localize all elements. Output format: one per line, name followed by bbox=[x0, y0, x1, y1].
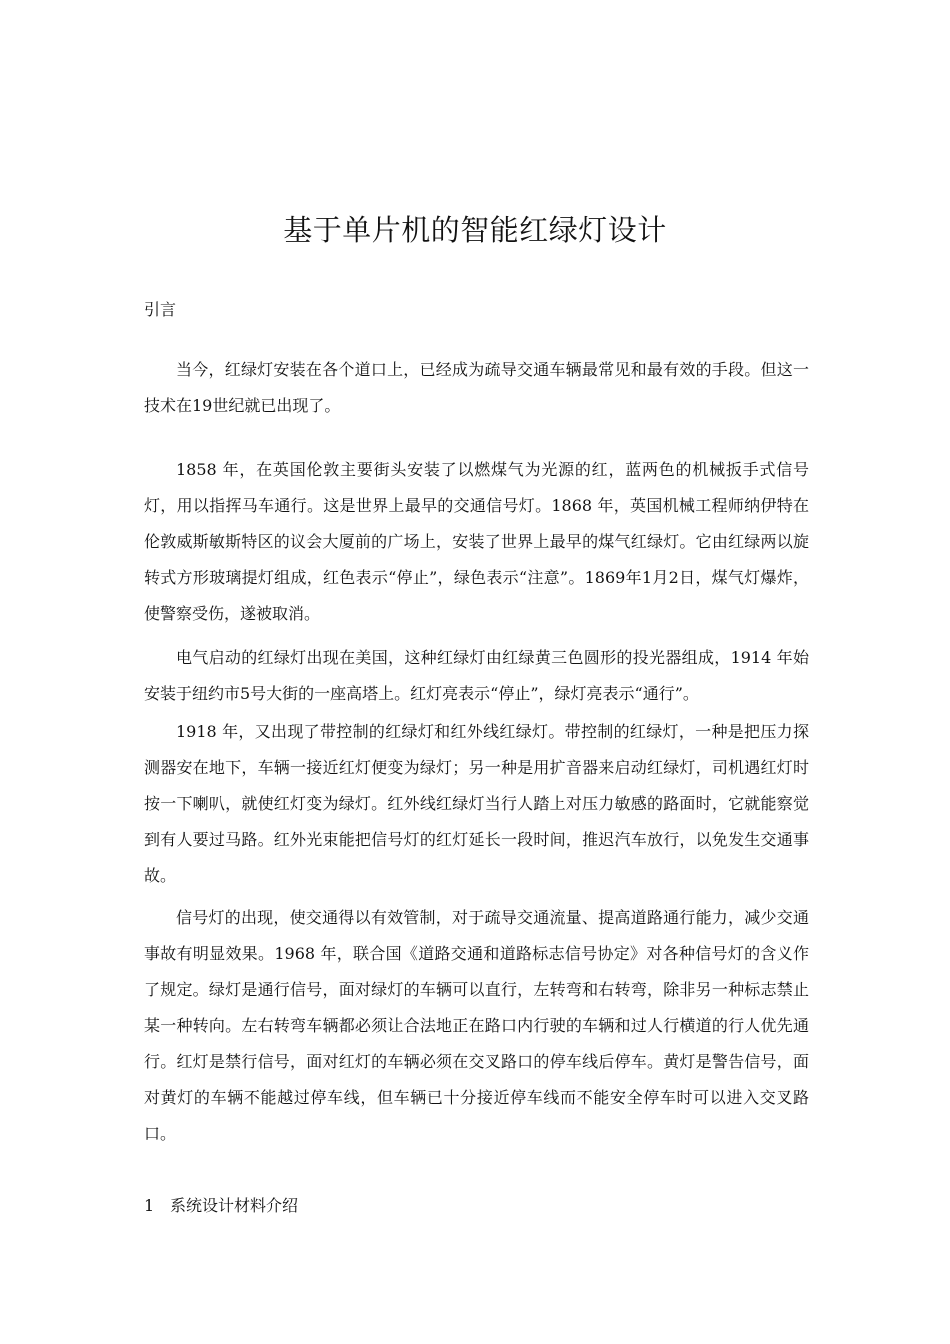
paragraph-5: 信号灯的出现，使交通得以有效管制，对于疏导交通流量、提高道路通行能力，减少交通事故有明显效果。1968 年，联合国《道路交通和道路标志信号协定》对各种信号灯的含义作了规定。绿灯是通行信号，面对绿灯的车辆可以直行，左转弯和右转弯，除非另一种标志禁止某一种转向。左右转弯车辆都必须让合法地正在路口内行驶的车辆和过人行横道的行人优先通行。红灯是禁行信号，面对红灯的车辆必须在交叉路口的停车线后停车。黄灯是警告信号，面对黄灯的车辆不能越过停车线，但车辆已十分接近停车线而不能安全停车时可以进入交叉路口。 bbox=[144, 908, 809, 1143]
section-number: 1 bbox=[144, 1196, 155, 1215]
section-title: 系统设计材料介绍 bbox=[170, 1196, 299, 1215]
paragraph-2: 1858 年，在英国伦敦主要街头安装了以燃煤气为光源的红，蓝两色的机械扳手式信号灯，用以指挥马车通行。这是世界上最早的交通信号灯。1868 年，英国机械工程师纳伊特在伦敦威斯敏斯特区的议会大厦前的广场上，安装了世界上最早的煤气红绿灯。它由红绿两以旋转式方形玻璃提灯组成，红色表示“停止”，绿色表示“注意”。1869年1月2日，煤气灯爆炸，使警察受伤，遂被取消。 bbox=[144, 460, 809, 623]
paragraph-4: 1918 年，又出现了带控制的红绿灯和红外线红绿灯。带控制的红绿灯，一种是把压力探测器安在地下，车辆一接近红灯便变为绿灯；另一种是用扩音器来启动红绿灯，司机遇红灯时按一下喇叭，就使红灯变为绿灯。红外线红绿灯当行人踏上对压力敏感的路面时，它就能察觉到有人要过马路。红外光束能把信号灯的红灯延长一段时间，推迟汽车放行，以免发生交通事故。 bbox=[144, 722, 809, 885]
document-title: 基于单片机的智能红绿灯设计 bbox=[283, 213, 667, 247]
paragraph-1: 当今，红绿灯安装在各个道口上，已经成为疏导交通车辆最常见和最有效的手段。但这一技术在19世纪就已出现了。 bbox=[144, 360, 809, 415]
intro-heading: 引言 bbox=[144, 300, 177, 319]
paragraph-3: 电气启动的红绿灯出现在美国，这种红绿灯由红绿黄三色圆形的投光器组成，1914 年始安装于纽约市5号大街的一座高塔上。红灯亮表示“停止”，绿灯亮表示“通行”。 bbox=[144, 648, 809, 703]
section-heading bbox=[144, 1188, 298, 1224]
